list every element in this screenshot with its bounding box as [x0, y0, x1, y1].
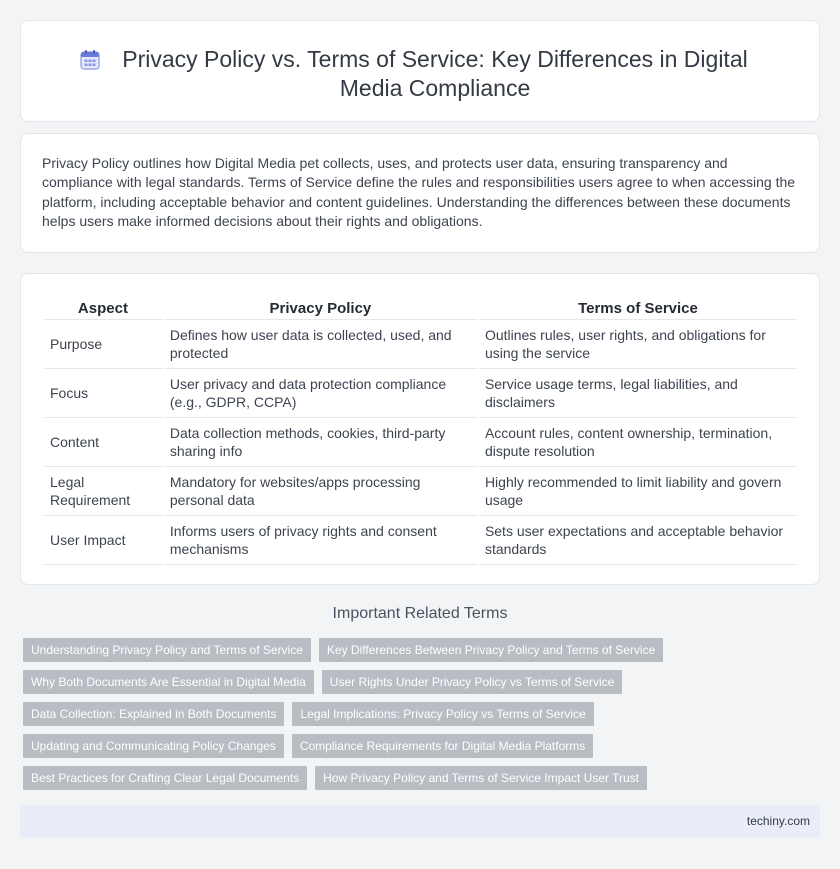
page-title: Privacy Policy vs. Terms of Service: Key Differences in Digital Media Compliance	[122, 46, 748, 101]
table-header-row	[44, 294, 797, 320]
cell-aspect: Legal Requirement	[44, 467, 162, 516]
header-aspect: Aspect	[44, 294, 162, 320]
cell-privacy: Informs users of privacy rights and consent mechanisms	[164, 516, 477, 565]
cell-privacy: Defines how user data is collected, used, and protected	[164, 320, 477, 369]
header-privacy-policy: Privacy Policy	[164, 294, 477, 320]
intro-card	[20, 133, 820, 253]
cell-terms: Sets user expectations and acceptable behavior standards	[479, 516, 797, 565]
cell-aspect: User Impact	[44, 516, 162, 565]
comparison-table	[42, 294, 799, 565]
related-term-tag[interactable]: Key Differences Between Privacy Policy and Terms of Service	[319, 638, 663, 662]
header-terms-of-service: Terms of Service	[479, 294, 797, 320]
related-term-tag[interactable]: Legal Implications: Privacy Policy vs Terms of Service	[292, 702, 593, 726]
cell-aspect: Purpose	[44, 320, 162, 369]
related-term-tag[interactable]: Why Both Documents Are Essential in Digital Media	[23, 670, 314, 694]
cell-privacy: Data collection methods, cookies, third-party sharing info	[164, 418, 477, 467]
cell-privacy: User privacy and data protection compliance (e.g., GDPR, CCPA)	[164, 369, 477, 418]
cell-aspect: Focus	[44, 369, 162, 418]
cell-aspect: Content	[44, 418, 162, 467]
cell-terms: Highly recommended to limit liability and govern usage	[479, 467, 797, 516]
related-term-tag[interactable]: Updating and Communicating Policy Changes	[23, 734, 284, 758]
table-row	[44, 418, 797, 467]
header-card	[20, 20, 820, 122]
related-term-tag[interactable]: Data Collection: Explained in Both Documents	[23, 702, 284, 726]
related-terms-heading: Important Related Terms	[332, 605, 508, 622]
cell-terms: Outlines rules, user rights, and obligations for using the service	[479, 320, 797, 369]
footer-site-link[interactable]: techiny.com	[746, 814, 810, 828]
intro-paragraph: Privacy Policy outlines how Digital Media pet collects, uses, and protects user data, ensuring transparency and compliance with legal standards. Terms of Service define the rules and responsibilities users agree to when accessing the platform, including acceptable behavior and content guidelines. Understanding the differences between these documents helps users make informed decisions about their rights and obligations.	[42, 155, 796, 229]
related-term-tag[interactable]: Compliance Requirements for Digital Media Platforms	[292, 734, 593, 758]
related-term-tag[interactable]: Understanding Privacy Policy and Terms of Service	[23, 638, 311, 662]
related-terms-list	[23, 638, 803, 790]
comparison-table-card	[20, 273, 820, 585]
related-term-tag[interactable]: User Rights Under Privacy Policy vs Terms of Service	[322, 670, 623, 694]
cell-privacy: Mandatory for websites/apps processing personal data	[164, 467, 477, 516]
table-row	[44, 516, 797, 565]
related-term-tag[interactable]: Best Practices for Crafting Clear Legal Documents	[23, 766, 307, 790]
cell-terms: Account rules, content ownership, termination, dispute resolution	[479, 418, 797, 467]
related-term-tag[interactable]: How Privacy Policy and Terms of Service Impact User Trust	[315, 766, 647, 790]
table-row	[44, 320, 797, 369]
footer	[20, 805, 820, 838]
cell-terms: Service usage terms, legal liabilities, and disclaimers	[479, 369, 797, 418]
table-row	[44, 467, 797, 516]
table-row	[44, 369, 797, 418]
